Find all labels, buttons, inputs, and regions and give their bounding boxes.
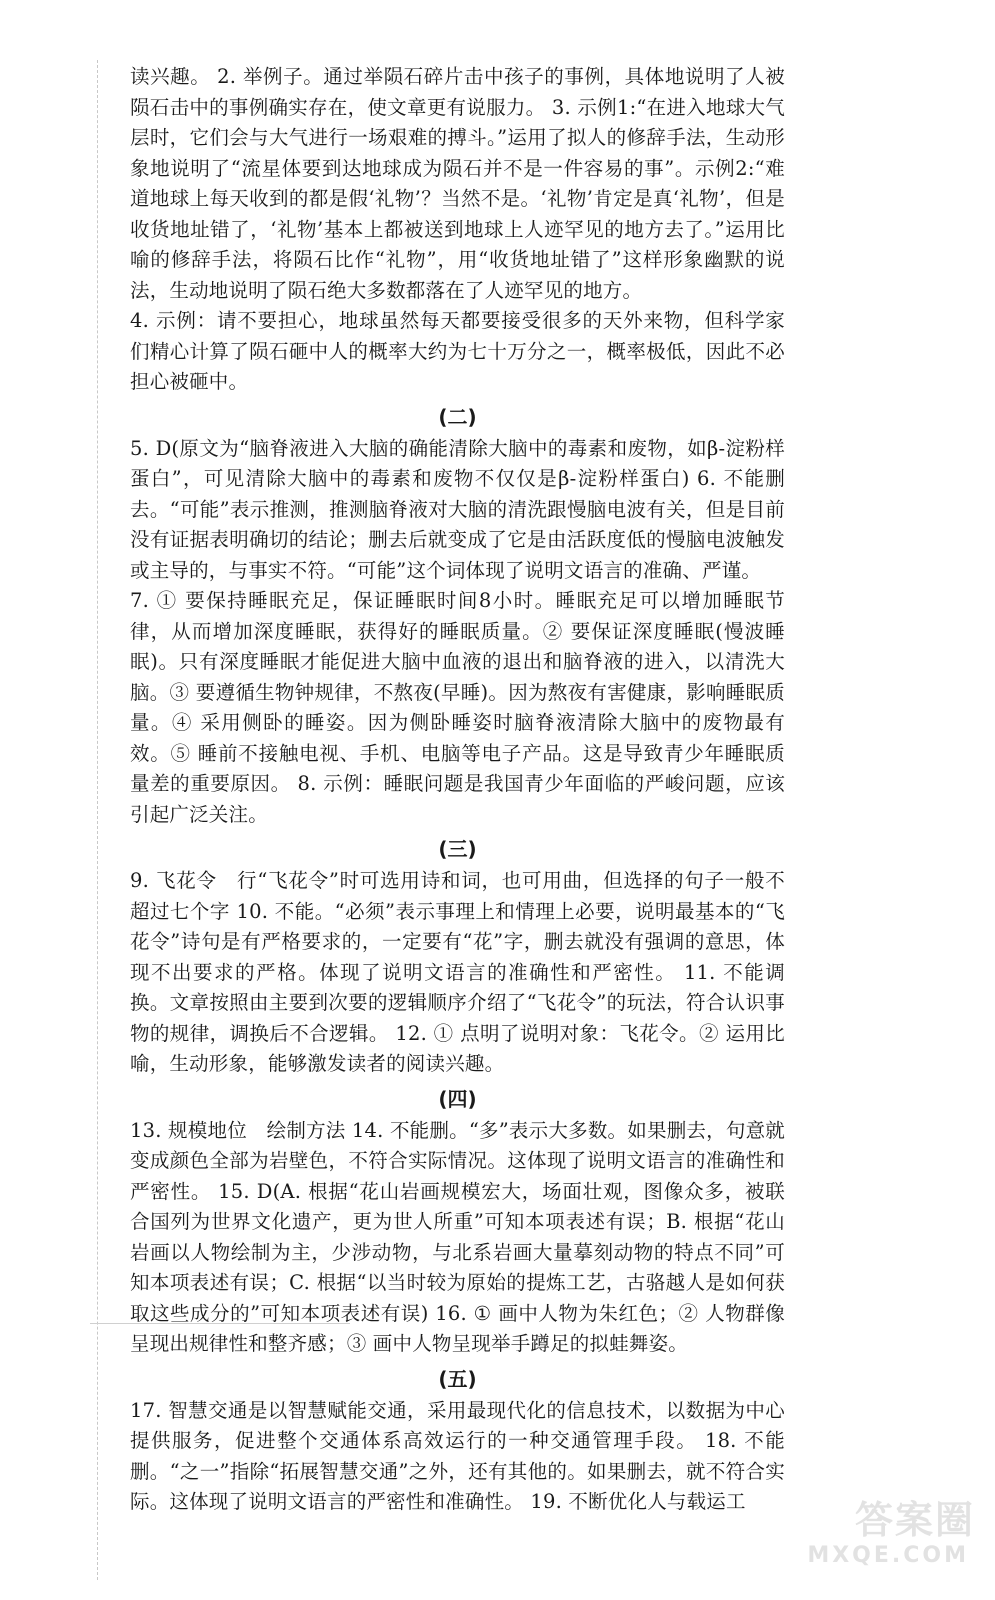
watermark-url-text: MXQE.COM (807, 1543, 969, 1568)
answer-paragraph-7-8: 7. ① 要保持睡眠充足，保证睡眠时间8小时。睡眠充足可以增加睡眠节律，从而增加深度睡眠，获得好的睡眠质量。② 要保证深度睡眠(慢波睡眠)。只有深度睡眠才能促进大脑中血液的退出和脑脊液的进入，以清洗大脑。③ 要遵循生物钟规律，不熬夜(早睡)。因为熬夜有害健康，影响睡眠质量。④ 采用侧卧的睡姿。因为侧卧睡姿时脑脊液清除大脑中的废物最有效。⑤ 睡前不接触电视、手机、电脑等电子产品。这是导致青少年睡眠质量差的重要原因。 8. 示例：睡眠问题是我国青少年面临的严峻问题，应该引起广泛关注。 (130, 589, 785, 826)
answer-paragraph-9-12: 9. 飞花令 行“飞花令”时可选用诗和词，也可用曲，但选择的句子一般不超过七个字 10. 不能。“必须”表示事理上和情理上必要，说明最基本的“飞花令”诗句是有严格要求的，一定要有“花”字，删去就没有强调的意思，体现不出要求的严格。体现了说明文语言的准确性和严密性。 11. 不能调换。文章按照由主要到次要的逻辑顺序介绍了“飞花令”的玩法，符合认识事物的规律，调换后不合逻辑。 12. ① 点明了说明对象：飞花令。② 运用比喻，生动形象，能够激发读者的阅读兴趣。 (130, 869, 785, 1075)
answer-paragraph-1-3: 读兴趣。 2. 举例子。通过举陨石碎片击中孩子的事例，具体地说明了人被陨石击中的事例确实存在，使文章更有说服力。 3. 示例1:“在进入地球大气层时，它们会与大气进行一场艰难的搏斗。”运用了拟人的修辞手法，生动形象地说明了“流星体要到达地球成为陨石并不是一件容易的事”。示例2:“难道地球上每天收到的都是假‘礼物’？当然不是。‘礼物’肯定是真‘礼物’，但是收货地址错了，‘礼物’基本上都被送到地球上人迹罕见的地方去了。”运用比喻的修辞手法，将陨石比作“礼物”，用“收货地址错了”这样形象幽默的说法，生动地说明了陨石绝大多数都落在了人迹罕见的地方。 (130, 65, 785, 302)
binding-margin-line (97, 60, 98, 1580)
answer-paragraph-13-16: 13. 规模地位 绘制方法 14. 不能删。“多”表示大多数。如果删去，句意就变成颜色全部为岩壁色，不符合实际情况。这体现了说明文语言的准确性和严密性。 15. D(A. 根据“花山岩画规模宏大，场面壮观，图像众多，被联合国列为世界文化遗产，更为世人所重”可知本项表述有误；B. 根据“花山岩画以人物绘制为主，少涉动物，与北系岩画大量摹刻动物的特点不同”可知本项表述有误；C. 根据“以当时较为原始的提炼工艺，古骆越人是如何获取这些成分的”可知本项表述有误) 16. ① 画中人物为朱红色；② 人物群像呈现出规律性和整齐感；③ 画中人物呈现举手蹲足的拟蛙舞姿。 (130, 1118, 785, 1355)
site-watermark (775, 1498, 975, 1578)
answer-content (130, 62, 785, 1518)
section-heading-5: (五) (438, 1366, 477, 1391)
answer-paragraph-5-6: 5. D(原文为“脑脊液进入大脑的确能清除大脑中的毒素和废物，如β-淀粉样蛋白”，可见清除大脑中的毒素和废物不仅仅是β-淀粉样蛋白) 6. 不能删去。“可能”表示推测，推测脑脊液对大脑的清洗跟慢脑电波有关，但是目前没有证据表明确切的结论；删去后就变成了它是由活跃度低的慢脑电波触发或主导的，与事实不符。“可能”这个词体现了说明文语言的准确、严谨。 (130, 436, 785, 582)
answer-paragraph-17-19: 17. 智慧交通是以智慧赋能交通，采用最现代化的信息技术，以数据为中心提供服务，促进整个交通体系高效运行的一种交通管理手段。 18. 不能删。“之一”指除“拓展智慧交通”之外，还有其他的。如果删去，就不符合实际。这体现了说明文语言的严密性和准确性。 19. 不断优化人与载运工 (130, 1398, 785, 1513)
answer-paragraph-4: 4. 示例：请不要担心，地球虽然每天都要接受很多的天外来物，但科学家们精心计算了陨石砸中人的概率大约为七十万分之一，概率极低，因此不必担心被砸中。 (130, 309, 785, 393)
section-heading-3: (三) (438, 837, 477, 861)
section-heading-4: (四) (438, 1086, 477, 1111)
watermark-logo-text: 答案圈 (854, 1498, 975, 1542)
section-heading-2: (二) (438, 404, 477, 429)
